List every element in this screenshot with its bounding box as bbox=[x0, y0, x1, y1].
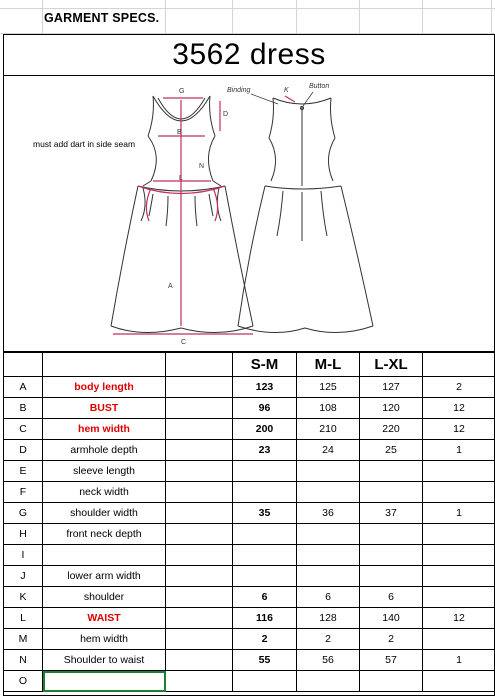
blank-cell[interactable] bbox=[166, 482, 233, 503]
size-sm-cell[interactable]: 55 bbox=[233, 650, 297, 671]
blank-cell[interactable] bbox=[166, 440, 233, 461]
size-lxl-cell[interactable] bbox=[360, 671, 423, 692]
table-row bbox=[4, 503, 495, 524]
sketch-label-c: C bbox=[181, 339, 187, 346]
size-ml-cell[interactable]: 24 bbox=[297, 440, 360, 461]
header-cell-blank[interactable] bbox=[166, 353, 233, 377]
size-sm-cell[interactable] bbox=[233, 524, 297, 545]
tolerance-cell[interactable] bbox=[423, 587, 495, 608]
measure-code-cell[interactable]: D bbox=[4, 440, 43, 461]
measure-code-cell[interactable]: O bbox=[4, 671, 43, 692]
measure-name-cell[interactable]: neck width bbox=[43, 482, 166, 503]
size-lxl-cell[interactable]: 127 bbox=[360, 377, 423, 398]
table-row bbox=[4, 629, 495, 650]
blank-cell[interactable] bbox=[166, 419, 233, 440]
tolerance-cell[interactable] bbox=[423, 461, 495, 482]
blank-cell[interactable] bbox=[166, 398, 233, 419]
sketch-label-a: A bbox=[168, 283, 173, 290]
size-ml-cell[interactable] bbox=[297, 671, 360, 692]
table-row bbox=[4, 524, 495, 545]
size-lxl-cell[interactable]: 25 bbox=[360, 440, 423, 461]
size-lxl-cell[interactable]: 120 bbox=[360, 398, 423, 419]
size-sm-cell[interactable]: 23 bbox=[233, 440, 297, 461]
blank-cell[interactable] bbox=[166, 608, 233, 629]
size-ml-cell[interactable] bbox=[297, 566, 360, 587]
measure-code-cell[interactable]: M bbox=[4, 629, 43, 650]
tolerance-cell[interactable] bbox=[423, 545, 495, 566]
size-lxl-cell[interactable] bbox=[360, 524, 423, 545]
size-sm-cell[interactable]: 200 bbox=[233, 419, 297, 440]
size-ml-cell[interactable]: 56 bbox=[297, 650, 360, 671]
sketch-note[interactable]: must add dart in side seam bbox=[33, 139, 136, 149]
measure-name-cell[interactable]: BUST bbox=[43, 398, 166, 419]
measure-name-cell[interactable]: armhole depth bbox=[43, 440, 166, 461]
size-lxl-cell[interactable] bbox=[360, 482, 423, 503]
measurement-table bbox=[3, 352, 495, 692]
measure-code-cell[interactable]: I bbox=[4, 545, 43, 566]
size-lxl-cell[interactable] bbox=[360, 545, 423, 566]
measure-name-cell[interactable]: sleeve length bbox=[43, 461, 166, 482]
size-ml-cell[interactable]: 6 bbox=[297, 587, 360, 608]
tolerance-cell[interactable]: 12 bbox=[423, 608, 495, 629]
blank-cell[interactable] bbox=[166, 650, 233, 671]
table-row bbox=[4, 545, 495, 566]
header-cell-lxl[interactable]: L-XL bbox=[360, 353, 423, 377]
size-ml-cell[interactable]: 125 bbox=[297, 377, 360, 398]
table-row bbox=[4, 377, 495, 398]
table-row bbox=[4, 482, 495, 503]
measure-code-cell[interactable]: N bbox=[4, 650, 43, 671]
measure-name-cell[interactable]: shoulder width bbox=[43, 503, 166, 524]
style-title-cell[interactable] bbox=[3, 34, 495, 76]
size-lxl-cell[interactable] bbox=[360, 566, 423, 587]
size-sm-cell[interactable]: 2 bbox=[233, 629, 297, 650]
size-sm-cell[interactable] bbox=[233, 671, 297, 692]
size-sm-cell[interactable] bbox=[233, 482, 297, 503]
blank-cell[interactable] bbox=[166, 524, 233, 545]
blank-cell[interactable] bbox=[166, 461, 233, 482]
size-ml-cell[interactable] bbox=[297, 524, 360, 545]
measure-name-cell[interactable]: front neck depth bbox=[43, 524, 166, 545]
header-cell-name[interactable] bbox=[43, 353, 166, 377]
size-sm-cell[interactable]: 116 bbox=[233, 608, 297, 629]
table-row bbox=[4, 419, 495, 440]
table-row bbox=[4, 461, 495, 482]
style-title: 3562 dress bbox=[172, 37, 326, 71]
size-header-row bbox=[4, 353, 495, 377]
measure-code-cell[interactable]: A bbox=[4, 377, 43, 398]
size-lxl-cell[interactable]: 6 bbox=[360, 587, 423, 608]
size-ml-cell[interactable]: 128 bbox=[297, 608, 360, 629]
tolerance-cell[interactable] bbox=[423, 629, 495, 650]
measure-name-cell[interactable]: body length bbox=[43, 377, 166, 398]
measure-code-cell[interactable]: E bbox=[4, 461, 43, 482]
size-sm-cell[interactable] bbox=[233, 461, 297, 482]
blank-cell[interactable] bbox=[166, 503, 233, 524]
sketch-label-g: G bbox=[179, 88, 185, 95]
table-row bbox=[4, 650, 495, 671]
table-row bbox=[4, 608, 495, 629]
tolerance-cell[interactable] bbox=[423, 482, 495, 503]
size-lxl-cell[interactable]: 37 bbox=[360, 503, 423, 524]
measure-code-cell[interactable]: G bbox=[4, 503, 43, 524]
table-row bbox=[4, 587, 495, 608]
size-sm-cell[interactable] bbox=[233, 545, 297, 566]
measure-code-cell[interactable]: K bbox=[4, 587, 43, 608]
size-sm-cell[interactable]: 96 bbox=[233, 398, 297, 419]
sketch-label-k: K bbox=[284, 87, 289, 94]
size-sm-cell[interactable]: 6 bbox=[233, 587, 297, 608]
sketch-label-l: L bbox=[179, 175, 183, 182]
measure-name-cell[interactable] bbox=[43, 545, 166, 566]
tolerance-cell[interactable] bbox=[423, 671, 495, 692]
size-ml-cell[interactable]: 36 bbox=[297, 503, 360, 524]
measure-name-cell[interactable] bbox=[43, 671, 166, 692]
blank-cell[interactable] bbox=[166, 377, 233, 398]
header-cell-sm[interactable]: S-M bbox=[233, 353, 297, 377]
blank-cell[interactable] bbox=[166, 587, 233, 608]
tolerance-cell[interactable]: 1 bbox=[423, 503, 495, 524]
size-ml-cell[interactable]: 2 bbox=[297, 629, 360, 650]
blank-cell[interactable] bbox=[166, 566, 233, 587]
measure-name-cell[interactable]: hem width bbox=[43, 629, 166, 650]
measure-name-cell[interactable]: shoulder bbox=[43, 587, 166, 608]
tolerance-cell[interactable] bbox=[423, 524, 495, 545]
tolerance-cell[interactable]: 12 bbox=[423, 398, 495, 419]
measure-name-cell[interactable]: lower arm width bbox=[43, 566, 166, 587]
size-ml-cell[interactable] bbox=[297, 482, 360, 503]
measure-code-cell[interactable]: L bbox=[4, 608, 43, 629]
measure-name-cell[interactable]: hem width bbox=[43, 419, 166, 440]
tolerance-cell[interactable]: 1 bbox=[423, 650, 495, 671]
sketch-label-b: B bbox=[177, 129, 182, 136]
sketch-label-binding: Binding bbox=[227, 87, 251, 94]
measure-code-cell[interactable]: F bbox=[4, 482, 43, 503]
size-ml-cell[interactable]: 108 bbox=[297, 398, 360, 419]
measure-name-cell[interactable]: Shoulder to waist bbox=[43, 650, 166, 671]
measure-name-cell[interactable]: WAIST bbox=[43, 608, 166, 629]
table-row bbox=[4, 398, 495, 419]
table-row bbox=[4, 566, 495, 587]
header-cell-code[interactable] bbox=[4, 353, 43, 377]
tolerance-cell[interactable]: 2 bbox=[423, 377, 495, 398]
size-ml-cell[interactable] bbox=[297, 461, 360, 482]
sketch-area[interactable] bbox=[3, 76, 495, 352]
table-row bbox=[4, 440, 495, 461]
sketch-label-d: D bbox=[223, 111, 229, 118]
size-sm-cell[interactable]: 123 bbox=[233, 377, 297, 398]
size-sm-cell[interactable]: 35 bbox=[233, 503, 297, 524]
size-ml-cell[interactable] bbox=[297, 545, 360, 566]
table-row bbox=[4, 671, 495, 692]
measure-code-cell[interactable]: H bbox=[4, 524, 43, 545]
size-lxl-cell[interactable]: 2 bbox=[360, 629, 423, 650]
size-lxl-cell[interactable]: 57 bbox=[360, 650, 423, 671]
dress-sketch bbox=[3, 76, 495, 352]
blank-cell[interactable] bbox=[166, 629, 233, 650]
size-lxl-cell[interactable]: 140 bbox=[360, 608, 423, 629]
blank-cell[interactable] bbox=[166, 545, 233, 566]
tolerance-cell[interactable]: 12 bbox=[423, 419, 495, 440]
measure-code-cell[interactable]: B bbox=[4, 398, 43, 419]
blank-cell[interactable] bbox=[166, 671, 233, 692]
size-sm-cell[interactable] bbox=[233, 566, 297, 587]
sketch-label-n: N bbox=[199, 163, 205, 170]
size-ml-cell[interactable]: 210 bbox=[297, 419, 360, 440]
measure-code-cell[interactable]: J bbox=[4, 566, 43, 587]
tolerance-cell[interactable] bbox=[423, 566, 495, 587]
measure-code-cell[interactable]: C bbox=[4, 419, 43, 440]
sheet-top-title[interactable]: GARMENT SPECS. bbox=[44, 11, 160, 25]
header-cell-tolerance[interactable] bbox=[423, 353, 495, 377]
sketch-label-button: Button bbox=[309, 83, 330, 90]
size-lxl-cell[interactable] bbox=[360, 461, 423, 482]
tolerance-cell[interactable]: 1 bbox=[423, 440, 495, 461]
header-cell-ml[interactable]: M-L bbox=[297, 353, 360, 377]
size-lxl-cell[interactable]: 220 bbox=[360, 419, 423, 440]
